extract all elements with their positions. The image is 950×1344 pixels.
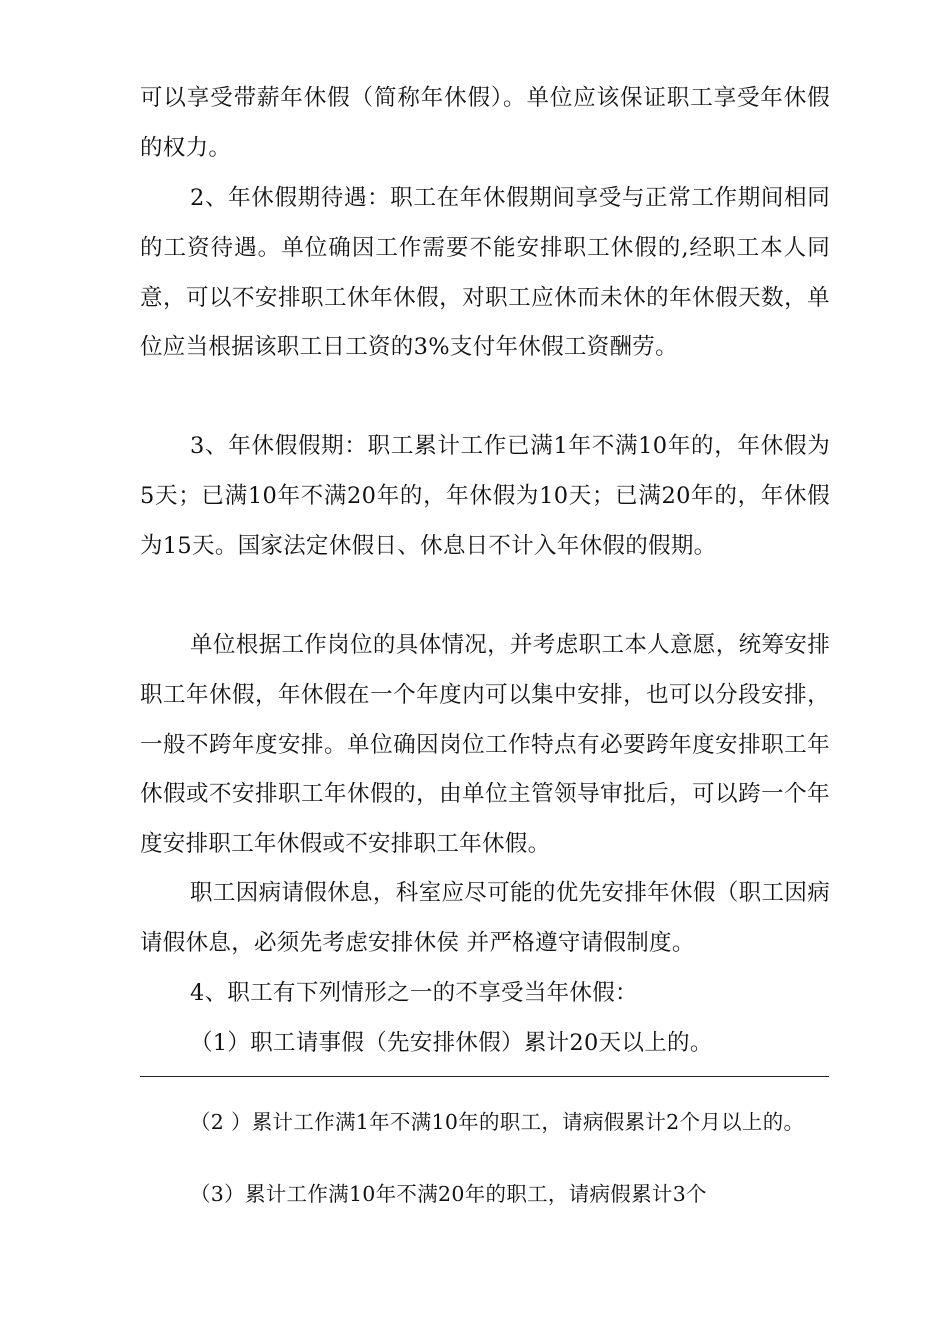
footnote-divider: [140, 1076, 829, 1077]
footnote-exclusion-2: （2 ）累计工作满1年不满10年的职工，请病假累计2个月以上的。: [190, 1110, 805, 1134]
footnote-exclusion-3: （3）累计工作满10年不满20年的职工，请病假累计3个: [190, 1182, 707, 1206]
paragraph-exclusion-1: （1）职工请事假（先安排休假）累计20天以上的。: [190, 1030, 713, 1056]
paragraph-leave-pay: 2、年休假期待遇：职工在年休假期间享受与正常工作期间相同的工资待遇。单位确因工作需要不能安排职工休假的,经职工本人同意，可以不安排职工休年休假，对职工应休而未休的年休假天数，单位应当根据该职工日工资的3%支付年休假工资酬劳。: [140, 185, 830, 361]
paragraph-entitlement: 可以享受带薪年休假（简称年休假）。单位应该保证职工享受年休假的权力。: [140, 85, 830, 161]
paragraph-exclusions-heading: 4、职工有下列情形之一的不享受当年休假：: [190, 980, 638, 1006]
paragraph-leave-duration: 3、年休假假期：职工累计工作已满1年不满10年的，年休假为5天；已满10年不满20年的，年休假为10天；已满20年的，年休假为15天。国家法定休假日、休息日不计入年休假的假期。: [140, 433, 830, 559]
paragraph-leave-arrangement: 单位根据工作岗位的具体情况，并考虑职工本人意愿，统筹安排职工年休假，年休假在一个年度内可以集中安排，也可以分段安排，一般不跨年度安排。单位确因岗位工作特点有必要跨年度安排职工年休假或不安排职工年休假的，由单位主管领导审批后，可以跨一个年度安排职工年休假或不安排职工年休假。: [140, 632, 830, 858]
paragraph-sick-leave: 职工因病请假休息，科室应尽可能的优先安排年休假（职工因病请假休息，必须先考虑安排休侯 并严格遵守请假制度。: [140, 880, 830, 956]
